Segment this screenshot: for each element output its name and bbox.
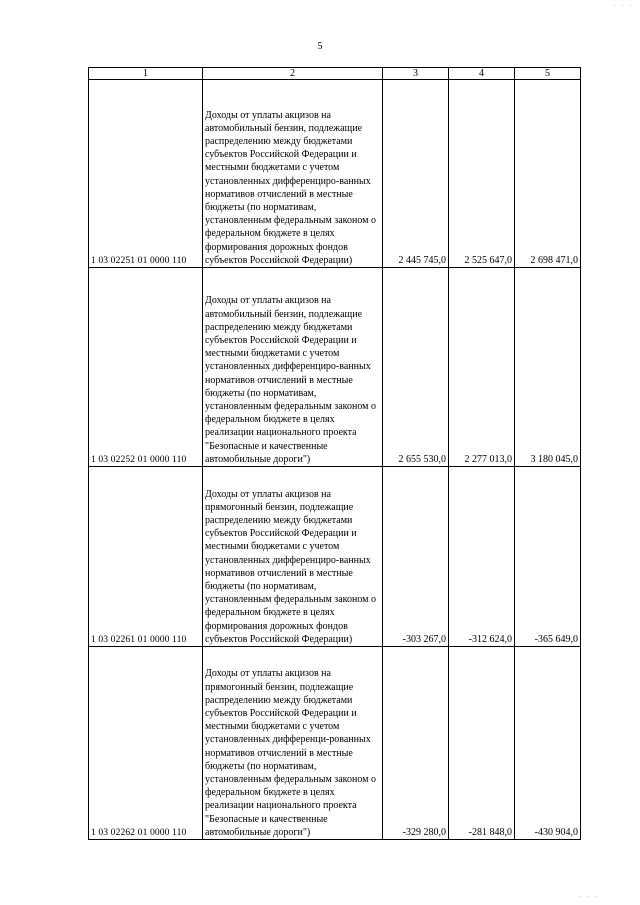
budget-revenue-table bbox=[88, 67, 581, 840]
value-col-3: -303 267,0 bbox=[383, 467, 449, 647]
value-col-5: -365 649,0 bbox=[515, 467, 581, 647]
column-header-3: 3 bbox=[383, 68, 449, 80]
revenue-description: Доходы от уплаты акцизов на автомобильный бензин, подлежащие распределению между бюджетами субъектов Российской Федерации и местными бюджетами с учетом установленных дифференциро-ванных нормативов отчислений в местные бюджеты (по нормативам, установленным федеральным законом о федеральном бюджете в целях формирования дорожных фондов субъектов Российской Федерации) bbox=[203, 80, 383, 268]
budget-code: 1 03 02261 01 0000 110 bbox=[89, 467, 203, 647]
value-col-3: 2 445 745,0 bbox=[383, 80, 449, 268]
revenue-description: Доходы от уплаты акцизов на автомобильный бензин, подлежащие распределению между бюджетами субъектов Российской Федерации и местными бюджетами с учетом установленных дифференциро-ванных нормативов отчислений в местные бюджеты (по нормативам, установленным федеральным законом о федеральном бюджете в целях реализации национального проекта "Безопасные и качественные автомобильные дороги") bbox=[203, 268, 383, 467]
table-row bbox=[89, 80, 581, 268]
value-col-4: 2 277 013,0 bbox=[449, 268, 515, 467]
table-row bbox=[89, 647, 581, 840]
budget-code: 1 03 02251 01 0000 110 bbox=[89, 80, 203, 268]
column-header-1: 1 bbox=[89, 68, 203, 80]
value-col-4: -281 848,0 bbox=[449, 647, 515, 840]
column-header-4: 4 bbox=[449, 68, 515, 80]
column-header-2: 2 bbox=[203, 68, 383, 80]
value-col-4: 2 525 647,0 bbox=[449, 80, 515, 268]
budget-code: 1 03 02252 01 0000 110 bbox=[89, 268, 203, 467]
value-col-5: 3 180 045,0 bbox=[515, 268, 581, 467]
revenue-description: Доходы от уплаты акцизов на прямогонный бензин, подлежащие распределению между бюджетами субъектов Российской Федерации и местными бюджетами с учетом установленных дифференци-рованных нормативов отчислений в местные бюджеты (по нормативам, установленным федеральным законом о федеральном бюджете в целях реализации национального проекта "Безопасные и качественные автомобильные дороги") bbox=[203, 647, 383, 840]
value-col-5: -430 904,0 bbox=[515, 647, 581, 840]
value-col-3: -329 280,0 bbox=[383, 647, 449, 840]
page-number: 5 bbox=[317, 41, 323, 52]
table-header-row bbox=[89, 68, 581, 80]
table-row bbox=[89, 467, 581, 647]
scan-mark-top-right: · · · bbox=[613, 2, 634, 10]
value-col-3: 2 655 530,0 bbox=[383, 268, 449, 467]
revenue-description: Доходы от уплаты акцизов на прямогонный бензин, подлежащие распределению между бюджетами субъектов Российской Федерации и местными бюджетами с учетом установленных дифференциро-ванных нормативов отчислений в местные бюджеты (по нормативам, установленным федеральным законом о федеральном бюджете в целях формирования дорожных фондов субъектов Российской Федерации) bbox=[203, 467, 383, 647]
value-col-5: 2 698 471,0 bbox=[515, 80, 581, 268]
column-header-5: 5 bbox=[515, 68, 581, 80]
value-col-4: -312 624,0 bbox=[449, 467, 515, 647]
table-row bbox=[89, 268, 581, 467]
budget-code: 1 03 02262 01 0000 110 bbox=[89, 647, 203, 840]
scan-mark-bottom-right: · · · bbox=[579, 893, 600, 901]
